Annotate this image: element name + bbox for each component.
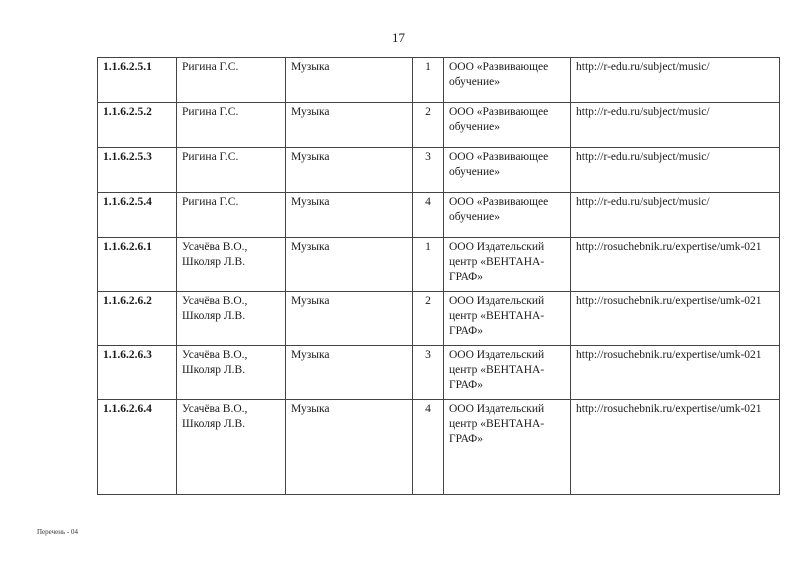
cell-grade: 4 [413, 193, 444, 238]
cell-subject: Музыка [286, 346, 413, 400]
cell-code: 1.1.6.2.5.4 [98, 193, 177, 238]
cell-url[interactable]: http://r-edu.ru/subject/music/ [571, 103, 780, 148]
cell-publisher: ООО Издательский центр «ВЕНТАНА-ГРАФ» [444, 238, 571, 292]
table-row [98, 103, 780, 148]
cell-subject: Музыка [286, 103, 413, 148]
cell-subject: Музыка [286, 400, 413, 495]
cell-authors: Ригина Г.С. [177, 103, 286, 148]
cell-subject: Музыка [286, 238, 413, 292]
cell-url[interactable]: http://r-edu.ru/subject/music/ [571, 148, 780, 193]
cell-grade: 1 [413, 58, 444, 103]
cell-authors: Ригина Г.С. [177, 193, 286, 238]
table-row [98, 346, 780, 400]
cell-code: 1.1.6.2.6.4 [98, 400, 177, 495]
cell-publisher: ООО Издательский центр «ВЕНТАНА-ГРАФ» [444, 400, 571, 495]
page-number-text: 17 [392, 30, 405, 45]
cell-authors: Усачёва В.О., Школяр Л.В. [177, 238, 286, 292]
cell-code: 1.1.6.2.6.1 [98, 238, 177, 292]
cell-url[interactable]: http://rosuchebnik.ru/expertise/umk-021 [571, 346, 780, 400]
table-row [98, 58, 780, 103]
cell-code: 1.1.6.2.6.2 [98, 292, 177, 346]
cell-grade: 1 [413, 238, 444, 292]
cell-grade: 3 [413, 346, 444, 400]
cell-authors: Усачёва В.О., Школяр Л.В. [177, 292, 286, 346]
cell-publisher: ООО Издательский центр «ВЕНТАНА-ГРАФ» [444, 292, 571, 346]
table-row [98, 400, 780, 495]
cell-subject: Музыка [286, 193, 413, 238]
cell-publisher: ООО «Развивающее обучение» [444, 148, 571, 193]
cell-url[interactable]: http://rosuchebnik.ru/expertise/umk-021 [571, 238, 780, 292]
cell-code: 1.1.6.2.5.1 [98, 58, 177, 103]
cell-grade: 3 [413, 148, 444, 193]
cell-publisher: ООО «Развивающее обучение» [444, 103, 571, 148]
table-row [98, 148, 780, 193]
cell-authors: Ригина Г.С. [177, 148, 286, 193]
cell-publisher: ООО «Развивающее обучение» [444, 58, 571, 103]
cell-grade: 4 [413, 400, 444, 495]
cell-url[interactable]: http://r-edu.ru/subject/music/ [571, 58, 780, 103]
cell-subject: Музыка [286, 292, 413, 346]
cell-code: 1.1.6.2.5.3 [98, 148, 177, 193]
textbook-registry-table [97, 57, 780, 495]
cell-url[interactable]: http://r-edu.ru/subject/music/ [571, 193, 780, 238]
cell-url[interactable]: http://rosuchebnik.ru/expertise/umk-021 [571, 400, 780, 495]
cell-code: 1.1.6.2.6.3 [98, 346, 177, 400]
table-row [98, 238, 780, 292]
cell-url[interactable]: http://rosuchebnik.ru/expertise/umk-021 [571, 292, 780, 346]
cell-subject: Музыка [286, 148, 413, 193]
cell-grade: 2 [413, 103, 444, 148]
footer-label: Перечень - 04 [37, 528, 78, 536]
cell-subject: Музыка [286, 58, 413, 103]
cell-authors: Усачёва В.О., Школяр Л.В. [177, 400, 286, 495]
cell-publisher: ООО «Развивающее обучение» [444, 193, 571, 238]
cell-code: 1.1.6.2.5.2 [98, 103, 177, 148]
cell-grade: 2 [413, 292, 444, 346]
table-row [98, 193, 780, 238]
table-row [98, 292, 780, 346]
cell-authors: Усачёва В.О., Школяр Л.В. [177, 346, 286, 400]
cell-authors: Ригина Г.С. [177, 58, 286, 103]
cell-publisher: ООО Издательский центр «ВЕНТАНА-ГРАФ» [444, 346, 571, 400]
